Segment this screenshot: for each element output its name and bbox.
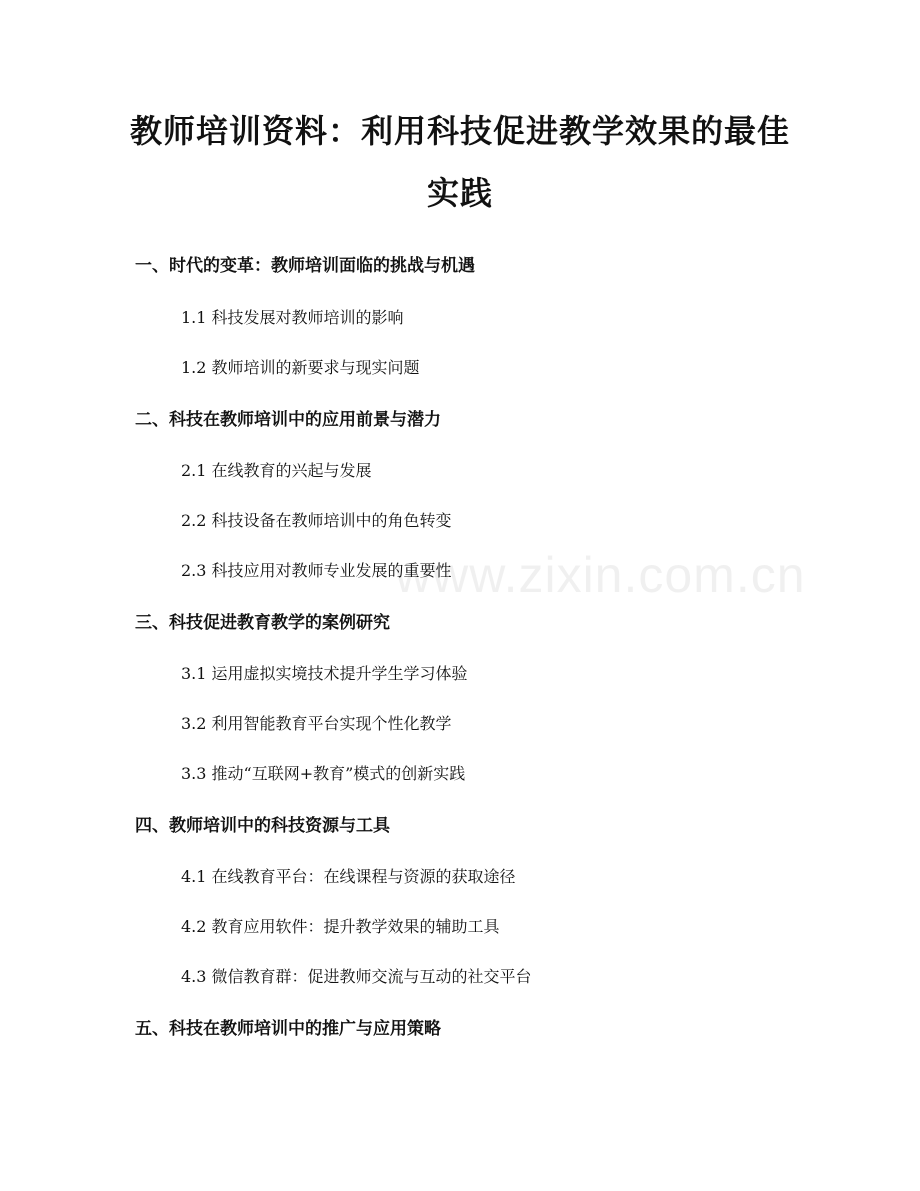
section-item-3-1: 3.1 运用虚拟实境技术提升学生学习体验 <box>181 664 468 683</box>
section-item-3-3: 3.3 推动“互联网+教育”模式的创新实践 <box>181 764 466 783</box>
section-item-2-2: 2.2 科技设备在教师培训中的角色转变 <box>181 511 452 530</box>
watermark: www.zixin.com.cn <box>395 547 806 603</box>
section-item-4-1: 4.1 在线教育平台：在线课程与资源的获取途径 <box>181 867 516 886</box>
section-heading-2: 二、科技在教师培训中的应用前景与潜力 <box>135 410 441 430</box>
section-item-1-2: 1.2 教师培训的新要求与现实问题 <box>181 358 420 377</box>
section-item-2-3: 2.3 科技应用对教师专业发展的重要性 <box>181 561 452 580</box>
document-title: 教师培训资料：利用科技促进教学效果的最佳实践 <box>129 112 790 212</box>
section-heading-5: 五、科技在教师培训中的推广与应用策略 <box>135 1019 441 1039</box>
section-item-3-2: 3.2 利用智能教育平台实现个性化教学 <box>181 714 452 733</box>
section-heading-3: 三、科技促进教育教学的案例研究 <box>135 613 390 633</box>
section-item-4-3: 4.3 微信教育群：促进教师交流与互动的社交平台 <box>181 967 532 986</box>
section-heading-4: 四、教师培训中的科技资源与工具 <box>135 816 390 836</box>
section-item-1-1: 1.1 科技发展对教师培训的影响 <box>181 308 404 327</box>
section-item-4-2: 4.2 教育应用软件：提升教学效果的辅助工具 <box>181 917 500 936</box>
section-item-2-1: 2.1 在线教育的兴起与发展 <box>181 461 372 480</box>
section-heading-1: 一、时代的变革：教师培训面临的挑战与机遇 <box>135 256 475 276</box>
